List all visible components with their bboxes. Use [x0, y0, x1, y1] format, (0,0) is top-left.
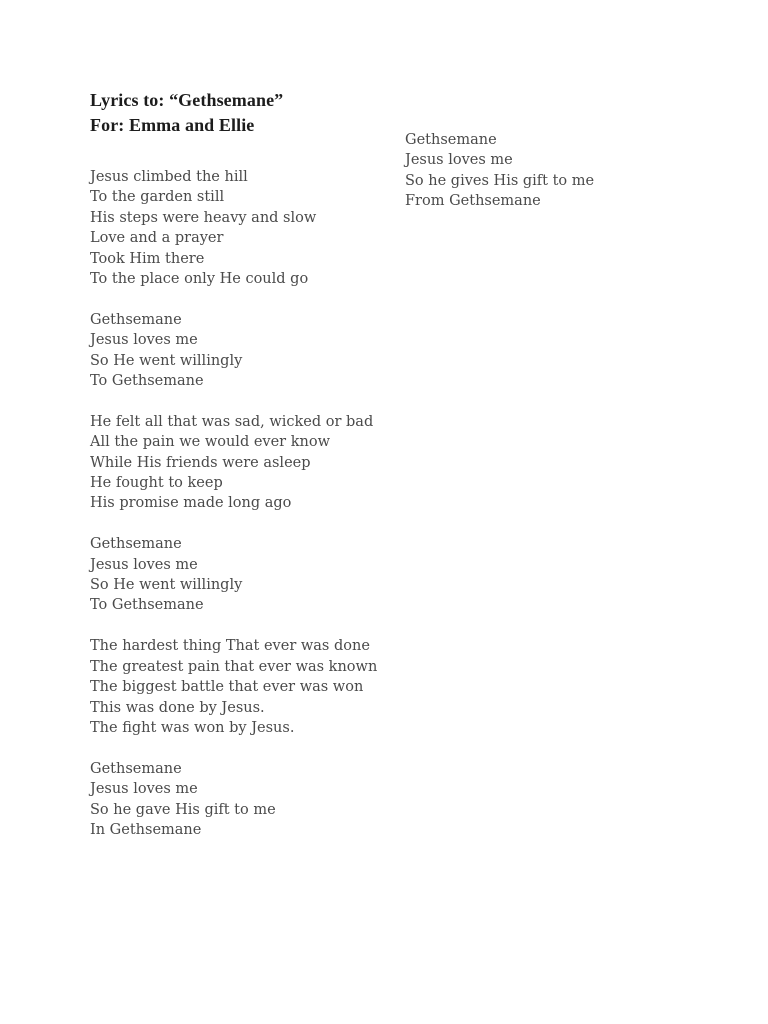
lyrics-left-column [90, 167, 377, 861]
lyric-line: The fight was won by Jesus. [90, 719, 295, 736]
lyric-line: The hardest thing That ever was done [90, 638, 370, 655]
lyric-stanza-chorus-2 [90, 534, 377, 616]
lyric-line: So he gives His gift to me [405, 172, 595, 189]
lyric-line: To the garden still [90, 189, 225, 206]
lyric-line: His steps were heavy and slow [90, 209, 317, 226]
lyric-stanza-chorus-4 [405, 130, 594, 212]
lyric-line: Jesus loves me [90, 556, 198, 573]
title-line-2: For: Emma and Ellie [90, 115, 255, 135]
lyrics-right-column [405, 130, 594, 232]
lyric-line: Gethsemane [90, 760, 182, 777]
lyric-line: Jesus loves me [405, 152, 513, 169]
lyric-stanza-verse-1 [90, 167, 377, 289]
lyric-line: While His friends were asleep [90, 454, 311, 471]
lyric-line: Gethsemane [90, 311, 182, 328]
lyric-line: Love and a prayer [90, 230, 224, 247]
lyric-line: The greatest pain that ever was known [90, 658, 378, 675]
lyric-line: Jesus loves me [90, 332, 198, 349]
lyric-line: Took Him there [90, 250, 205, 267]
lyric-line: In Gethsemane [90, 821, 202, 838]
lyric-line: Jesus climbed the hill [90, 169, 248, 185]
lyric-line: Gethsemane [405, 132, 497, 148]
lyric-stanza-chorus-1 [90, 310, 377, 392]
lyric-stanza-chorus-3 [90, 759, 377, 841]
lyric-line: The biggest battle that ever was won [90, 679, 364, 696]
lyric-line: Jesus loves me [90, 781, 198, 798]
lyric-line: To Gethsemane [90, 373, 204, 390]
lyric-line: So He went willingly [90, 577, 243, 594]
lyric-line: This was done by Jesus. [90, 699, 265, 716]
lyric-line: From Gethsemane [405, 193, 541, 210]
title-line-1: Lyrics to: “Gethsemane” [90, 90, 284, 110]
lyric-line: He felt all that was sad, wicked or bad [90, 413, 374, 430]
lyric-line: Gethsemane [90, 536, 182, 553]
lyric-line: So He went willingly [90, 352, 243, 369]
lyric-line: So he gave His gift to me [90, 801, 276, 818]
lyric-stanza-verse-2 [90, 412, 377, 514]
lyric-line: His promise made long ago [90, 495, 292, 512]
document-title [90, 88, 283, 138]
lyric-line: To the place only He could go [90, 271, 309, 288]
lyric-line: He fought to keep [90, 475, 223, 492]
lyric-line: To Gethsemane [90, 597, 204, 614]
lyric-line: All the pain we would ever know [90, 434, 330, 451]
lyric-stanza-verse-3 [90, 636, 377, 738]
